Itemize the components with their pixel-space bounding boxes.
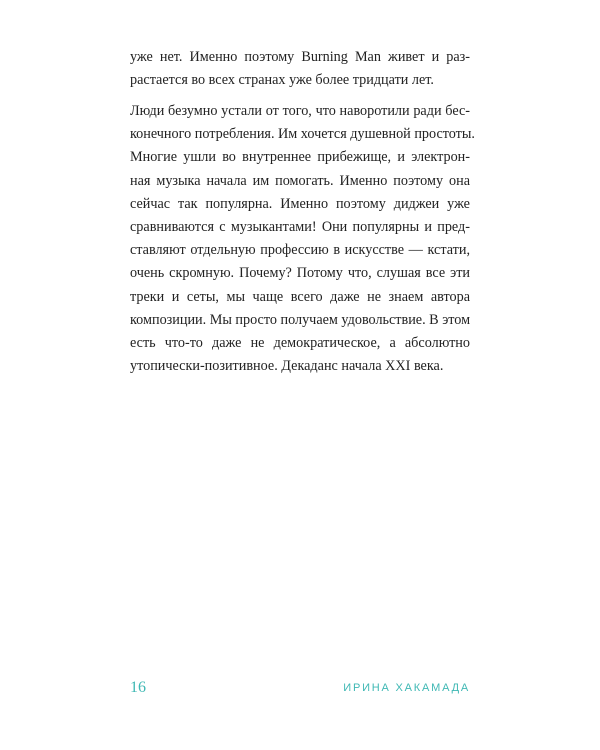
text-line: композиции. Мы просто получаем удовольствие. В этом	[130, 311, 471, 328]
text-line: треки и сеты, мы чаще всего даже не знаем автора	[130, 288, 470, 305]
text-line: очень скромную. Почему? Потому что, слушая все эти	[130, 265, 470, 282]
text-line: Многие ушли во внутреннее прибежище, и электрон-	[130, 149, 470, 166]
text-line: ставляют отдельную профессию в искусстве — кстати,	[130, 242, 470, 259]
text-line: конечного потребления. Им хочется душевной простоты.	[130, 126, 475, 143]
text-line: растается во всех странах уже более тридцати лет.	[130, 72, 434, 89]
text-line: Люди безумно устали от того, что наворотили ради бес-	[130, 103, 470, 119]
text-line: утопически-позитивное. Декаданс начала XXI века.	[130, 358, 444, 375]
text-line: сейчас так популярна. Именно поэтому диджеи уже	[130, 195, 470, 212]
page-number: 16	[130, 679, 146, 696]
text-line: есть что-то даже не демократическое, а абсолютно	[130, 335, 470, 352]
paragraph-1	[130, 46, 470, 92]
text-line: уже нет. Именно поэтому Burning Man живет и раз-	[130, 49, 470, 65]
text-line: сравниваются с музыкантами! Они популярны и пред-	[130, 219, 470, 236]
running-footer-author: ИРИНА ХАКАМАДА	[343, 682, 470, 694]
paragraph-2	[130, 100, 475, 378]
text-line: ная музыка начала им помогать. Именно поэтому она	[130, 172, 470, 189]
